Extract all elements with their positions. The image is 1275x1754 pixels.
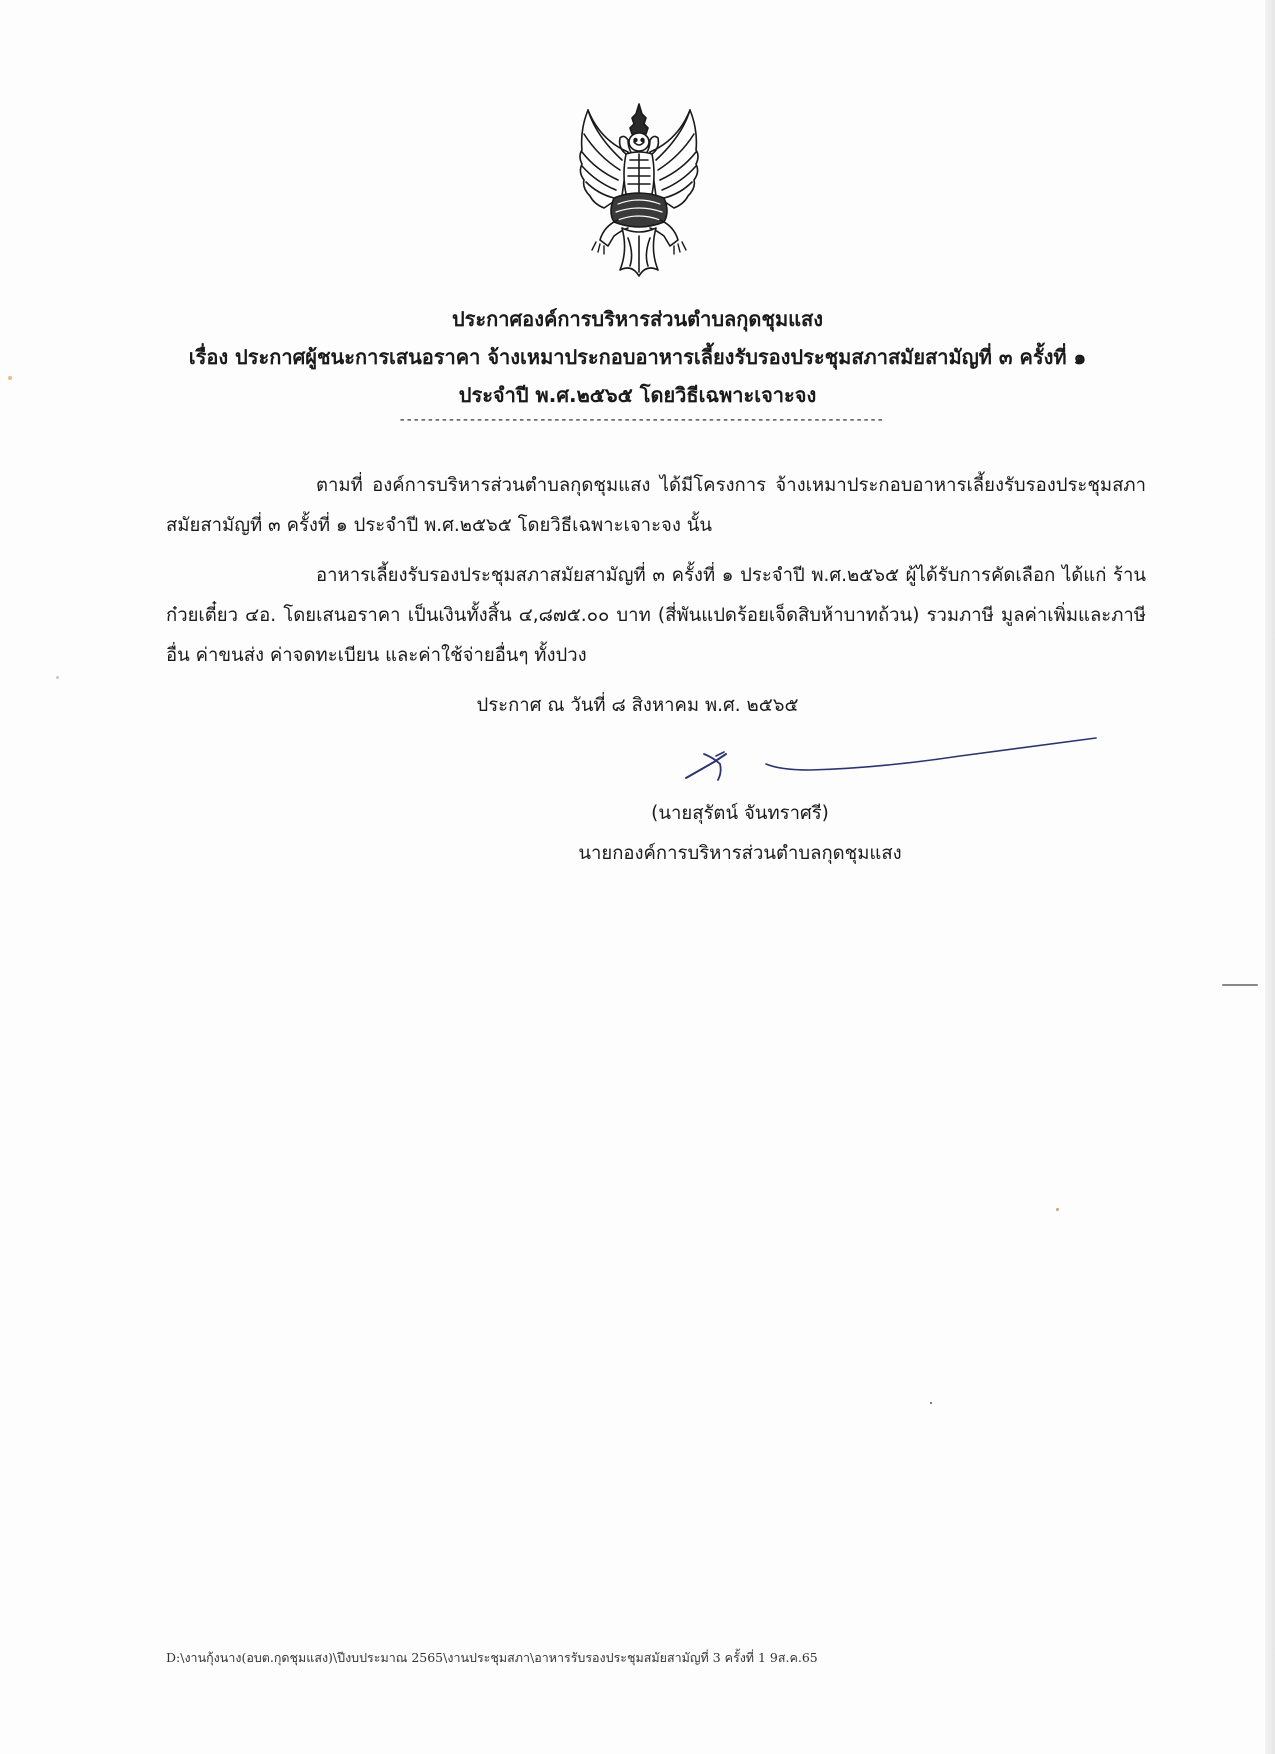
handwritten-signature (680, 728, 1100, 788)
heading-divider: --------------------------------------------------------------------- (398, 412, 883, 428)
scan-speck (930, 1402, 932, 1404)
scan-edge (1265, 0, 1275, 1754)
scan-speck (1222, 984, 1258, 986)
footer-file-path: D:\งานกุ้งนาง(อบต.กุดชุมแสง)\ปีงบประมาณ 2565\งานประชุมสภา\อาหารรับรองประชุมสมัยสามัญที่ 3 ครั้งที่ 1 9ส.ค.65 (166, 1650, 818, 1665)
announcement-subject-cont: ประจำปี พ.ศ.๒๕๖๕ โดยวิธีเฉพาะเจาะจง (458, 383, 817, 407)
announcement-subject: เรื่อง ประกาศผู้ชนะการเสนอราคา จ้างเหมาประกอบอาหารเลี้ยงรับรองประชุมสภาสมัยสามัญที่ ๓ ครั้งที่ ๑ (188, 345, 1087, 369)
scan-speck (8, 376, 12, 380)
announcement-date: ประกาศ ณ วันที่ ๘ สิงหาคม พ.ศ. ๒๕๖๕ (476, 695, 799, 716)
garuda-emblem-icon (570, 100, 708, 280)
scan-speck (1056, 1208, 1059, 1211)
body-paragraph-1: ตามที่ องค์การบริหารส่วนตำบลกุดชุมแสง ได้มีโครงการ จ้างเหมาประกอบอาหารเลี้ยงรับรองประชุมสภาสมัยสามัญที่ ๓ ครั้งที่ ๑ ประจำปี พ.ศ.๒๕๖๕ โดยวิธีเฉพาะเจาะจง นั้น (166, 475, 1146, 536)
scan-speck (56, 676, 59, 679)
body-paragraph-2: อาหารเลี้ยงรับรองประชุมสภาสมัยสามัญที่ ๓ ครั้งที่ ๑ ประจำปี พ.ศ.๒๕๖๕ ผู้ได้รับการคัดเลือก ได้แก่ ร้านก๋วยเตี๋ยว ๔อ. โดยเสนอราคา เป็นเงินทั้งสิ้น ๔,๘๗๕.๐๐ บาท (สี่พันแปดร้อยเจ็ดสิบห้าบาทถ้วน) รวมภาษี มูลค่าเพิ่มและภาษีอื่น ค่าขนส่ง ค่าจดทะเบียน และค่าใช้จ่ายอื่นๆ ทั้งปวง (166, 565, 1146, 666)
signer-name: (นายสุรัตน์ จันทราศรี) (651, 803, 829, 824)
signer-title: นายกองค์การบริหารส่วนตำบลกุดชุมแสง (578, 843, 902, 864)
announcement-heading: ประกาศองค์การบริหารส่วนตำบลกุดชุมแสง (451, 307, 824, 331)
